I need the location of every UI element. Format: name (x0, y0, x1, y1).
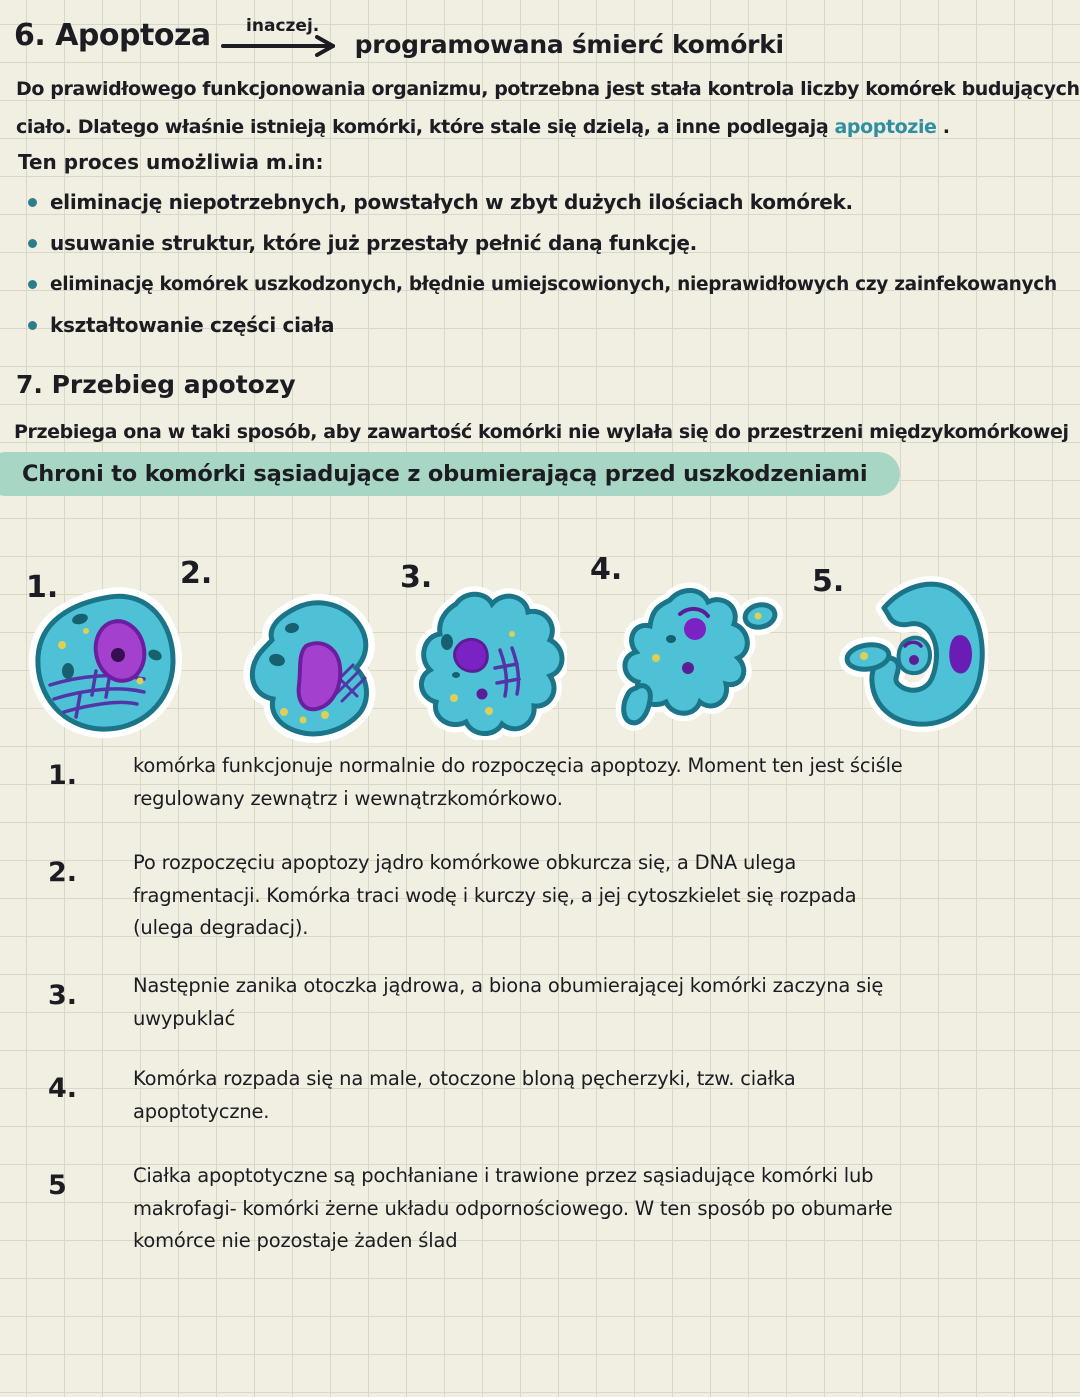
cell-stage-5-icon (818, 562, 988, 741)
list-item: eliminację niepotrzebnych, powstałych w zbyt dużych ilościach komórek. (26, 182, 1076, 223)
stage-5-label: 5. (812, 564, 845, 599)
list-item: eliminację komórek uszkodzonych, błędnie umiejscowionych, nieprawidłowych czy zainfekowanych (26, 264, 1076, 305)
intro-line-2: ciało. Dlatego właśnie istnieją komórki, które stale się dzielą, a inne podlegają apoptozie . (16, 116, 950, 138)
step-4-text: Komórka rozpada się na male, otoczone bloną pęcherzyki, tzw. ciałka apoptotyczne. (133, 1067, 796, 1123)
step-1-text: komórka funkcjonuje normalnie do rozpoczęcia apoptozy. Moment ten jest ściśle regulowany zewnątrz i wewnątrzkomórkowo. (133, 754, 903, 810)
cell-stage-1-icon (22, 585, 192, 749)
list-item: kształtowanie części ciała (26, 305, 1076, 346)
section-6-subtitle: programowana śmierć komórki (354, 30, 784, 59)
step-2-number: 2. (48, 857, 78, 888)
section-7-title: 7. Przebieg apotozy (16, 370, 296, 399)
arrow-label: inaczej. (246, 16, 320, 36)
section-6-header (14, 18, 784, 59)
inaczej-arrow (221, 18, 345, 57)
intro-line-1: Do prawidłowego funkcjonowania organizmu, potrzebna jest stała kontrola liczby komórek budujących (16, 78, 1080, 100)
list-item: usuwanie struktur, które już przestały pełnić daną funkcję. (26, 223, 1076, 264)
step-5 (48, 1160, 893, 1258)
step-2-text: Po rozpoczęciu apoptozy jądro komórkowe obkurcza się, a DNA ulega fragmentacji. Komórka traci wodę i kurczy się, a jej cytoszkielet się rozpada (ulega degradacj). (133, 851, 857, 939)
accent-word-apoptozie: apoptozie (834, 116, 937, 138)
step-5-number: 5 (48, 1170, 67, 1201)
step-2 (48, 847, 856, 945)
step-3-text: Następnie zanika otoczka jądrowa, a biona obumierającej komórki zaczyna się uwypuklać (133, 974, 884, 1030)
section-6-title: 6. Apoptoza (14, 18, 211, 53)
stage-1-label: 1. (26, 570, 59, 605)
section-7-body-line: Przebiega ona w taki sposób, aby zawartość komórki nie wylała się do przestrzeni międzykomórkowej (14, 421, 1069, 443)
cell-stage-3-icon (392, 580, 567, 744)
step-4-number: 4. (48, 1073, 78, 1104)
cell-stage-2-icon (220, 590, 380, 749)
stage-2-label: 2. (180, 556, 213, 591)
highlight-text: Chroni to komórki sąsiadujące z obumierającą przed uszkodzeniami (22, 461, 868, 487)
step-1-number: 1. (48, 760, 78, 791)
stage-4-label: 4. (590, 552, 623, 587)
highlighted-line (0, 452, 900, 496)
step-3-number: 3. (48, 980, 78, 1011)
right-arrow-icon (221, 35, 345, 57)
intro-paragraph (16, 70, 1080, 146)
process-intro-line: Ten proces umożliwia m.in: (18, 150, 324, 174)
apoptosis-functions-list (26, 182, 1076, 346)
step-3 (48, 970, 883, 1035)
step-1 (48, 750, 903, 815)
cell-stage-4-icon (598, 572, 798, 746)
stage-3-label: 3. (400, 560, 433, 595)
step-4 (48, 1063, 796, 1128)
step-5-text: Ciałka apoptotyczne są pochłaniane i trawione przez sąsiadujące komórki lub makrofagi- komórki żerne układu odpornościowego. W ten sposób po obumarłe komórce nie pozostaje żaden ślad (133, 1164, 893, 1252)
